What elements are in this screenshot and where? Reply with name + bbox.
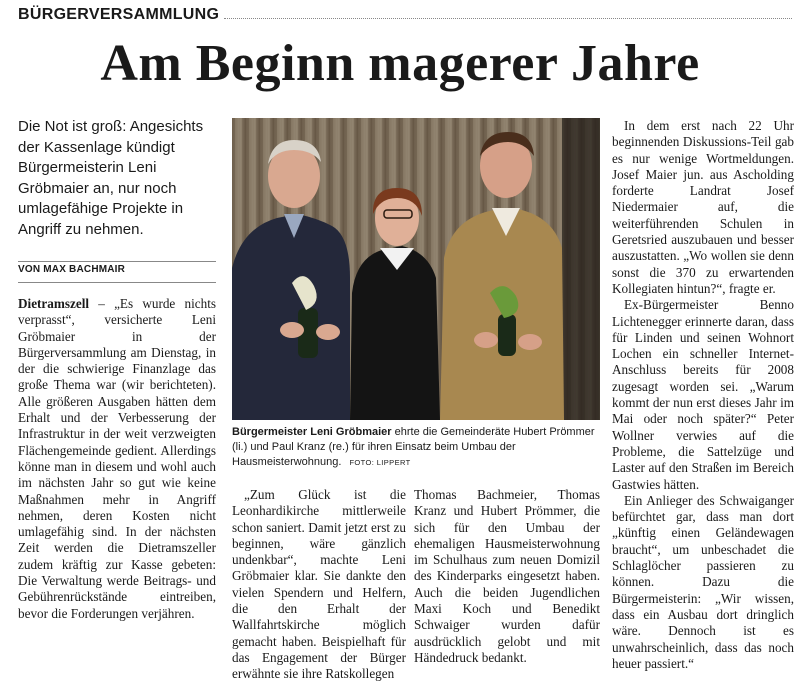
photo-caption <box>232 425 600 470</box>
caption-text: ehrte die Gemeinderäte Hubert Prömmer (li.) und Paul Kranz (re.) für ihren Einsatz beim Umbau der Hausmeisterwohnung. <box>232 426 595 468</box>
paragraph-text: – „Es wurde nichts verprasst“, versicherte Leni Gröbmaier in der Bürgerversammlung am Dienstag, in der die schwierige Finanzlage das große Thema war (wir berichteten). Alle größeren Ausgaben hätten dem Erhalt und der Verbesserung der Infrastruktur in der weit verzweigten Flächengemeinde gedient. Allerdings könne man in diesem und wohl auch im nächsten Jahr so gut wie keine Maßnahmen mehr in Angriff nehmen, deren Kosten nicht umlagefähig sind. In der nächsten Zeit werden die Dietramszeller zudem kräftig zur Kasse gebeten: Die Verwaltung werde Beitrags- und Gebührenrückstände eintreiben, bevor die Forderungen verjähren. <box>18 296 216 621</box>
article-photo <box>232 118 600 420</box>
article-paragraph: In dem erst nach 22 Uhr beginnenden Diskussions-Teil gab es nur wenige Wortmeldungen. Josef Maier jun. aus Ascholding forderte Landrat Josef Niedermaier auf, die weiterführenden Schulen in Geretsried auszubauen und besser auszustatten. „Wo wollen sie denn sonst die 370 zu erwartenden Kollegiaten hintun?“, fragte er. <box>612 118 794 296</box>
article-column-3 <box>414 487 600 666</box>
article-paragraph <box>18 296 216 622</box>
article-column-4 <box>612 118 794 672</box>
article-paragraph: Ex-Bürgermeister Benno Lichtenegger erinnerte daran, dass für Linden und seinen Wohnort Lochen ein schneller Internet-Anschluss bereits für 2008 zugesagt worden sei. „Warum kommt der nun erst dieses Jahr im Mai oder noch später?“ Peter Wollner verwies auf die Probleme, die Sattelzüge und Laster auf den Straßen im Bereich Gastwies hätten. <box>612 297 794 492</box>
section-kicker: BÜRGERVERSAMMLUNG <box>18 6 220 23</box>
headline: Am Beginn magerer Jahre <box>100 35 700 92</box>
byline-rule-top <box>18 261 216 262</box>
caption-bold-text: Bürgermeister Leni Gröbmaier <box>232 426 392 438</box>
article-column-2 <box>232 487 406 683</box>
article-paragraph: „Zum Glück ist die Leonhardikirche mittlerweile schon saniert. Damit jetzt erst zu beginnen, wäre gänzlich undenkbar“, machte Leni Gröbmaier klar. Sie dankte den vielen Spendern und Helfern, die den Erhalt der Wallfahrtskirche möglich gemacht haben. Beispielhaft für das Engagement der Bürger erwähnte sie ihre Ratskollegen <box>232 487 406 682</box>
photo-credit: FOTO: LIPPERT <box>349 458 411 467</box>
photo-illustration <box>232 118 600 420</box>
byline-rule-bottom <box>18 282 216 283</box>
lead-paragraph: Die Not ist groß: Angesichts der Kassenlage kündigt Bürgermeisterin Leni Gröbmaier an, nur noch umlagefähige Projekte in Angriff zu nehmen. <box>18 118 204 238</box>
dateline: Dietramszell <box>18 296 90 311</box>
byline: VON MAX BACHMAIR <box>18 264 126 275</box>
article-column-1 <box>18 296 216 622</box>
section-kicker-row <box>18 5 796 27</box>
article-paragraph: Ein Anlieger des Schwaiganger befürchtet gar, dass man dort „künftig einen Geländewagen braucht“, um unbeschadet die Schlaglöcher passieren zu können. Dazu die Bürgermeisterin: „Wir wissen, dass ein Ausbau dort dringlich wäre. Dennoch ist es unwahrscheinlich, dass das noch heuer passiert.“ <box>612 492 794 671</box>
article-paragraph: Thomas Bachmeier, Thomas Kranz und Hubert Prömmer, die sich für den Umbau der ehemaligen Hausmeisterwohnung im Schulhaus zum neuen Domizil des Kinderparks eingesetzt haben. Auch die beiden Jugendlichen Maxi Koch und Benedikt Schwaiger wurden dafür ausdrücklich gelobt und mit Händedruck bedankt. <box>414 487 600 665</box>
kicker-dotted-rule <box>224 18 792 19</box>
